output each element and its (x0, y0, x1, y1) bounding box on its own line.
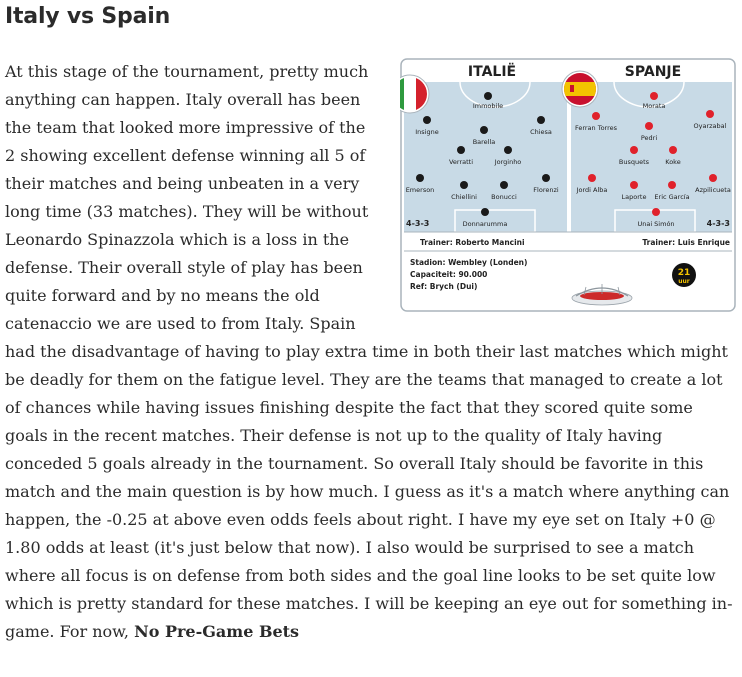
player-label: Bonucci (491, 193, 517, 201)
player-label: Oyarzabal (693, 122, 727, 130)
player-label: Jordi Alba (576, 186, 608, 194)
player-dot (652, 208, 660, 216)
player-dot (537, 116, 545, 124)
player-dot (630, 146, 638, 154)
article-title: Italy vs Spain (5, 4, 171, 29)
italy-formation: 4-3-3 (406, 219, 430, 228)
player-dot (645, 122, 653, 130)
time-hour: 21 (677, 268, 691, 278)
player-label: Ferran Torres (574, 124, 618, 132)
player-label: Koke (665, 158, 681, 166)
player-label: Chiellini (451, 193, 477, 201)
player-dot (481, 208, 489, 216)
player-dot (669, 146, 677, 154)
player-dot (542, 174, 550, 182)
player-label: Laporte (621, 193, 647, 201)
lineup-graphic (400, 58, 736, 312)
spain-trainer: Trainer: Luis Enrique (642, 238, 730, 247)
player-label: Emerson (405, 186, 435, 194)
player-dot (480, 126, 488, 134)
player-dot (592, 112, 600, 120)
player-label: Morata (642, 102, 666, 110)
player-dot (457, 146, 465, 154)
player-dot (668, 181, 676, 189)
player-dot (709, 174, 717, 182)
player-label: Eric García (654, 193, 690, 201)
verdict-text: No Pre-Game Bets (134, 622, 300, 641)
player-dot (500, 181, 508, 189)
italy-name: ITALIË (467, 64, 517, 80)
referee-text: Ref: Brych (Dui) (410, 282, 478, 291)
player-label: Pedri (640, 134, 658, 142)
player-label: Busquets (618, 158, 650, 166)
spain-flag-icon (562, 71, 598, 107)
stadium-text: Stadion: Wembley (Londen) (410, 258, 528, 267)
player-dot (650, 92, 658, 100)
time-unit: uur (678, 278, 690, 285)
player-dot (706, 110, 714, 118)
player-label: Unai Simón (637, 220, 675, 228)
player-dot (588, 174, 596, 182)
spain-name: SPANJE (624, 64, 682, 80)
capacity-text: Capaciteit: 90.000 (410, 270, 488, 279)
player-label: Azpilicueta (695, 186, 731, 194)
player-label: Donnarumma (462, 220, 508, 228)
italy-trainer: Trainer: Roberto Mancini (420, 238, 525, 247)
player-dot (630, 181, 638, 189)
player-dot (460, 181, 468, 189)
player-label: Chiesa (530, 128, 552, 136)
player-dot (504, 146, 512, 154)
player-label: Jorginho (494, 158, 522, 166)
kickoff-time-badge (672, 263, 696, 287)
lineup-svg (400, 58, 736, 312)
player-label: Florenzi (533, 186, 559, 194)
player-label: Barella (472, 138, 496, 146)
player-dot (416, 174, 424, 182)
player-label: Immobile (472, 102, 504, 110)
player-dot (423, 116, 431, 124)
player-label: Verratti (448, 158, 474, 166)
paragraph-text: At this stage of the tournament, pretty much anything can happen. Italy overall has been the team that looked more impressive of the 2 showing excellent defense winning all 5 of their matches and being unbeaten in a very long time (33 matches). They will be without Leonardo Spinazzola which is a loss in the defense. Their overall style of play has been quite forward and by no means the old catenaccio we are used to from Italy. Spain had the disadvantage of having to play extra time in both their last matches which might be deadly for them on the fatigue level. They are the teams that managed to create a lot of chances while having issues finishing despite the fact that they scored quite some goals in the recent matches. Their defense is not up to the quality of Italy having conceded 5 goals already in the tournament. So overall Italy should be favorite in this match and the main question is by how much. I guess as it's a match where anything can happen, the -0.25 at above even odds feels about right. I have my eye set on Italy +0 @ 1.80 odds at least (it's just below that now). I also would be surprised to see a match where all focus is on defense from both sides and the goal line looks to be set quite low which is pretty standard for these matches. I will be keeping an eye out for something in-game. For now, (5, 62, 733, 641)
player-label: Insigne (415, 128, 439, 136)
spain-formation: 4-3-3 (706, 219, 730, 228)
player-dot (484, 92, 492, 100)
